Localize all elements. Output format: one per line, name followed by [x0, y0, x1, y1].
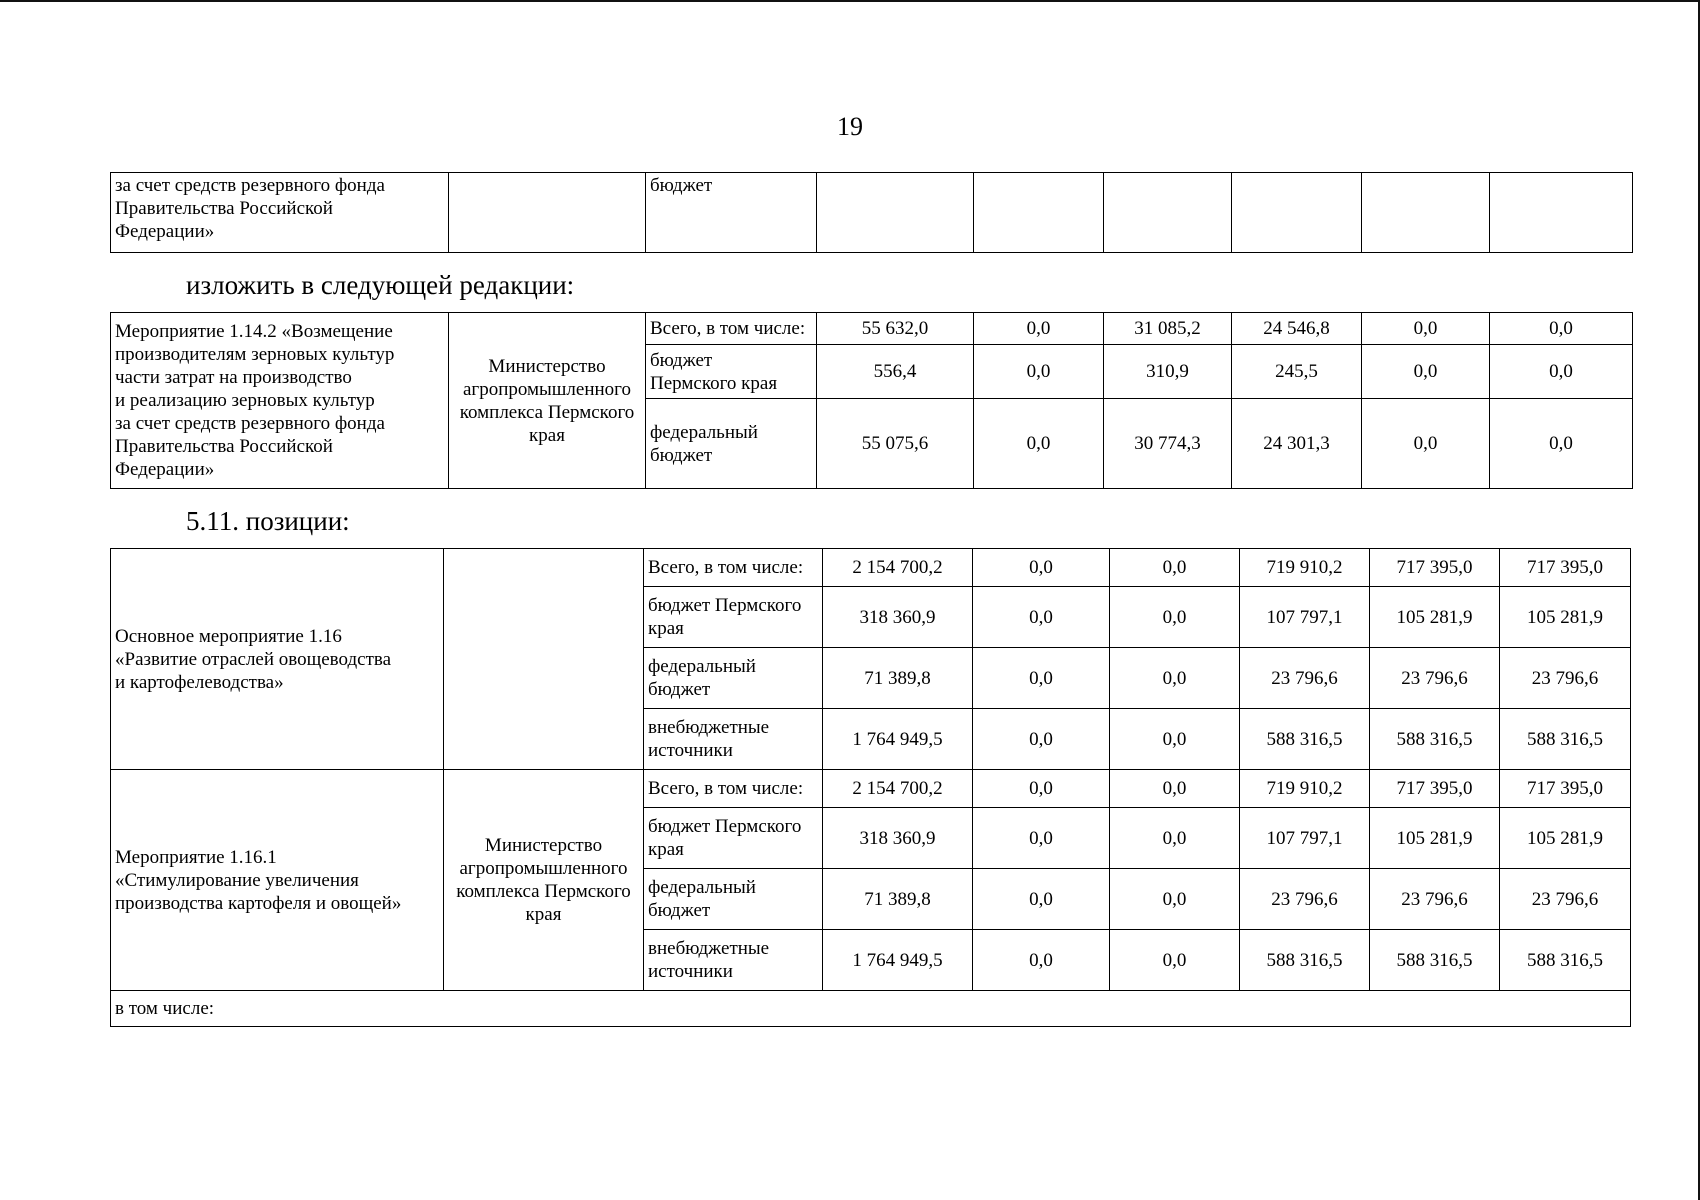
funding-source: Всего, в том числе:: [646, 313, 817, 345]
measure-description: за счет средств резервного фонда Правительства Российской Федерации»: [111, 173, 449, 253]
amount-cell: 245,5: [1232, 345, 1362, 399]
amount-cell: 1 764 949,5: [823, 709, 973, 770]
amount-cell: 719 910,2: [1240, 770, 1370, 808]
amount-cell: 588 316,5: [1500, 709, 1631, 770]
amount-cell: 0,0: [1110, 549, 1240, 587]
amount-cell: 71 389,8: [823, 648, 973, 709]
amount-cell: [974, 173, 1104, 253]
amount-cell: 717 395,0: [1370, 549, 1500, 587]
amount-cell: 0,0: [1110, 587, 1240, 648]
amount-cell: 0,0: [973, 587, 1110, 648]
amount-cell: 105 281,9: [1500, 808, 1631, 869]
amount-cell: 23 796,6: [1240, 648, 1370, 709]
positions-table: [110, 548, 1631, 1027]
amount-cell: 0,0: [973, 770, 1110, 808]
amount-cell: 105 281,9: [1500, 587, 1631, 648]
table-row: [111, 549, 1631, 587]
amount-cell: 0,0: [974, 313, 1104, 345]
amount-cell: 0,0: [1362, 399, 1490, 489]
amount-cell: 1 764 949,5: [823, 930, 973, 991]
amount-cell: 2 154 700,2: [823, 549, 973, 587]
funding-source: бюджет Пермского края: [646, 345, 817, 399]
amount-cell: 0,0: [1490, 399, 1633, 489]
responsible-organization: [444, 549, 644, 770]
funding-source: федеральный бюджет: [644, 869, 823, 930]
funding-source: федеральный бюджет: [644, 648, 823, 709]
amount-cell: 0,0: [1110, 770, 1240, 808]
amount-cell: 55 632,0: [817, 313, 974, 345]
measure-description: Мероприятие 1.14.2 «Возмещение производителям зерновых культур части затрат на производство и реализацию зерновых культур за счет средств резервного фонда Правительства Российской Федерации»: [111, 313, 449, 489]
amount-cell: 0,0: [1110, 709, 1240, 770]
amount-cell: 24 301,3: [1232, 399, 1362, 489]
measure-1-14-2-table: [110, 312, 1633, 489]
amount-cell: 0,0: [1362, 345, 1490, 399]
amount-cell: 0,0: [973, 930, 1110, 991]
page-frame-top: [0, 0, 1700, 2]
amount-cell: 105 281,9: [1370, 808, 1500, 869]
amount-cell: 556,4: [817, 345, 974, 399]
amount-cell: 0,0: [973, 549, 1110, 587]
amount-cell: 0,0: [973, 648, 1110, 709]
funding-source: бюджет Пермского края: [644, 587, 823, 648]
section-heading-edit: изложить в следующей редакции:: [186, 270, 575, 300]
amount-cell: [1362, 173, 1490, 253]
amount-cell: [1104, 173, 1232, 253]
amount-cell: 318 360,9: [823, 808, 973, 869]
amount-cell: 0,0: [1110, 930, 1240, 991]
amount-cell: 588 316,5: [1370, 930, 1500, 991]
amount-cell: 0,0: [1110, 869, 1240, 930]
funding-source: Всего, в том числе:: [644, 770, 823, 808]
table-row: [111, 770, 1631, 808]
funding-source: внебюджетные источники: [644, 930, 823, 991]
amount-cell: 0,0: [974, 345, 1104, 399]
amount-cell: 0,0: [973, 808, 1110, 869]
amount-cell: 23 796,6: [1500, 869, 1631, 930]
page-number: 19: [837, 112, 863, 141]
section-heading-positions: 5.11. позиции:: [186, 506, 350, 536]
amount-cell: [817, 173, 974, 253]
amount-cell: 588 316,5: [1370, 709, 1500, 770]
amount-cell: 0,0: [974, 399, 1104, 489]
amount-cell: 55 075,6: [817, 399, 974, 489]
amount-cell: 0,0: [1490, 345, 1633, 399]
funding-source: бюджет: [646, 173, 817, 253]
amount-cell: 0,0: [973, 709, 1110, 770]
funding-source: внебюджетные источники: [644, 709, 823, 770]
amount-cell: 24 546,8: [1232, 313, 1362, 345]
amount-cell: [1232, 173, 1362, 253]
responsible-organization: Министерство агропромышленного комплекса Пермского края: [444, 770, 644, 991]
amount-cell: 318 360,9: [823, 587, 973, 648]
measure-description: Основное мероприятие 1.16 «Развитие отраслей овощеводства и картофелеводства»: [111, 549, 444, 770]
amount-cell: 30 774,3: [1104, 399, 1232, 489]
amount-cell: 71 389,8: [823, 869, 973, 930]
amount-cell: 23 796,6: [1370, 648, 1500, 709]
table-footer-note: в том числе:: [111, 991, 1631, 1027]
positions-body: [111, 549, 1631, 1027]
measure-description: Мероприятие 1.16.1 «Стимулирование увеличения производства картофеля и овощей»: [111, 770, 444, 991]
measure-body: [111, 313, 1633, 489]
previous-position-table: [110, 172, 1633, 253]
amount-cell: 23 796,6: [1370, 869, 1500, 930]
amount-cell: 23 796,6: [1240, 869, 1370, 930]
table-row: [111, 313, 1633, 345]
amount-cell: 105 281,9: [1370, 587, 1500, 648]
amount-cell: 23 796,6: [1500, 648, 1631, 709]
amount-cell: 0,0: [973, 869, 1110, 930]
table-row: [111, 173, 1633, 253]
amount-cell: 588 316,5: [1240, 930, 1370, 991]
table-row: [111, 991, 1631, 1027]
amount-cell: 0,0: [1362, 313, 1490, 345]
amount-cell: 0,0: [1490, 313, 1633, 345]
amount-cell: 310,9: [1104, 345, 1232, 399]
amount-cell: 107 797,1: [1240, 808, 1370, 869]
amount-cell: 717 395,0: [1500, 770, 1631, 808]
amount-cell: 588 316,5: [1500, 930, 1631, 991]
responsible-cell: [449, 173, 646, 253]
amount-cell: 107 797,1: [1240, 587, 1370, 648]
amount-cell: 0,0: [1110, 648, 1240, 709]
funding-source: федеральный бюджет: [646, 399, 817, 489]
responsible-organization: Министерство агропромышленного комплекса Пермского края: [449, 313, 646, 489]
funding-source: Всего, в том числе:: [644, 549, 823, 587]
amount-cell: [1490, 173, 1633, 253]
amount-cell: 2 154 700,2: [823, 770, 973, 808]
amount-cell: 719 910,2: [1240, 549, 1370, 587]
amount-cell: 717 395,0: [1370, 770, 1500, 808]
funding-source: бюджет Пермского края: [644, 808, 823, 869]
amount-cell: 31 085,2: [1104, 313, 1232, 345]
amount-cell: 0,0: [1110, 808, 1240, 869]
amount-cell: 717 395,0: [1500, 549, 1631, 587]
amount-cell: 588 316,5: [1240, 709, 1370, 770]
